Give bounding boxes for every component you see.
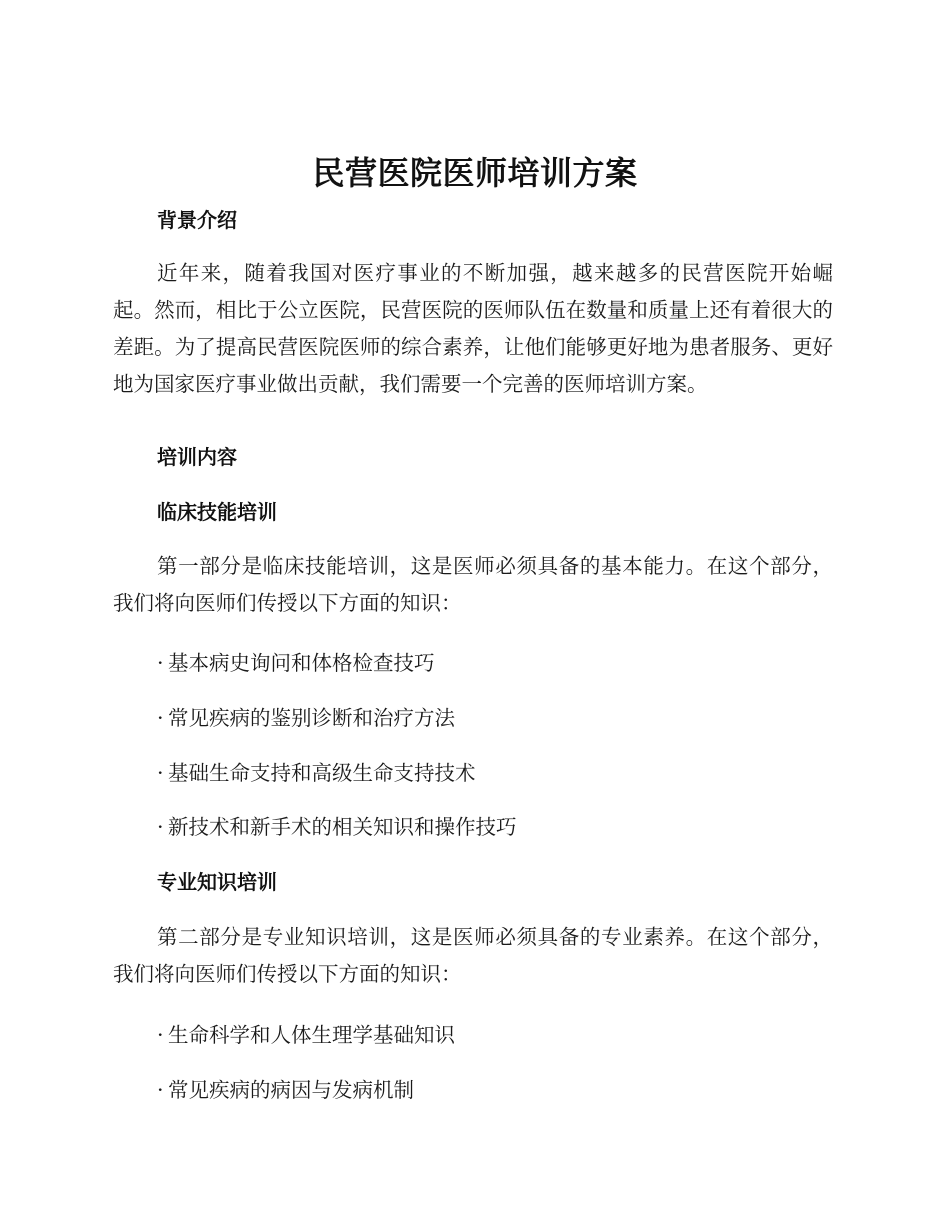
list-item bbox=[157, 1076, 414, 1104]
paragraph-professional: 第二部分是专业知识培训，这是医师必须具备的专业素养。在这个部分，我们将向医师们传授以下方面的知识： bbox=[113, 925, 833, 986]
section-heading-professional: 专业知识培训 bbox=[157, 870, 277, 894]
section-heading-training-content: 培训内容 bbox=[157, 445, 237, 469]
bullet-icon: · bbox=[157, 651, 164, 675]
bullet-icon: · bbox=[157, 1078, 164, 1102]
paragraph-clinical: 第一部分是临床技能培训，这是医师必须具备的基本能力。在这个部分，我们将向医师们传授以下方面的知识： bbox=[113, 554, 833, 615]
paragraph-background: 近年来，随着我国对医疗事业的不断加强，越来越多的民营医院开始崛起。然而，相比于公立医院，民营医院的医师队伍在数量和质量上还有着很大的差距。为了提高民营医院医师的综合素养，让他们能够更好地为患者服务、更好地为国家医疗事业做出贡献，我们需要一个完善的医师培训方案。 bbox=[113, 261, 833, 396]
bullet-icon: · bbox=[157, 815, 164, 839]
list-item-text: 常见疾病的鉴别诊断和治疗方法 bbox=[168, 706, 455, 730]
bullet-icon: · bbox=[157, 706, 164, 730]
bullet-icon: · bbox=[157, 1023, 164, 1047]
list-item bbox=[157, 704, 455, 732]
list-item-text: 基础生命支持和高级生命支持技术 bbox=[168, 761, 476, 785]
list-item-text: 生命科学和人体生理学基础知识 bbox=[168, 1023, 455, 1047]
list-item-text: 基本病史询问和体格检查技巧 bbox=[168, 651, 435, 675]
section-heading-background: 背景介绍 bbox=[157, 208, 237, 232]
list-item-text: 新技术和新手术的相关知识和操作技巧 bbox=[168, 815, 517, 839]
list-item bbox=[157, 1021, 455, 1049]
list-item bbox=[157, 813, 517, 841]
list-item-text: 常见疾病的病因与发病机制 bbox=[168, 1078, 414, 1102]
list-item bbox=[157, 649, 435, 677]
document-title: 民营医院医师培训方案 bbox=[312, 154, 638, 192]
section-heading-clinical: 临床技能培训 bbox=[157, 500, 277, 524]
bullet-icon: · bbox=[157, 761, 164, 785]
list-item bbox=[157, 759, 476, 787]
